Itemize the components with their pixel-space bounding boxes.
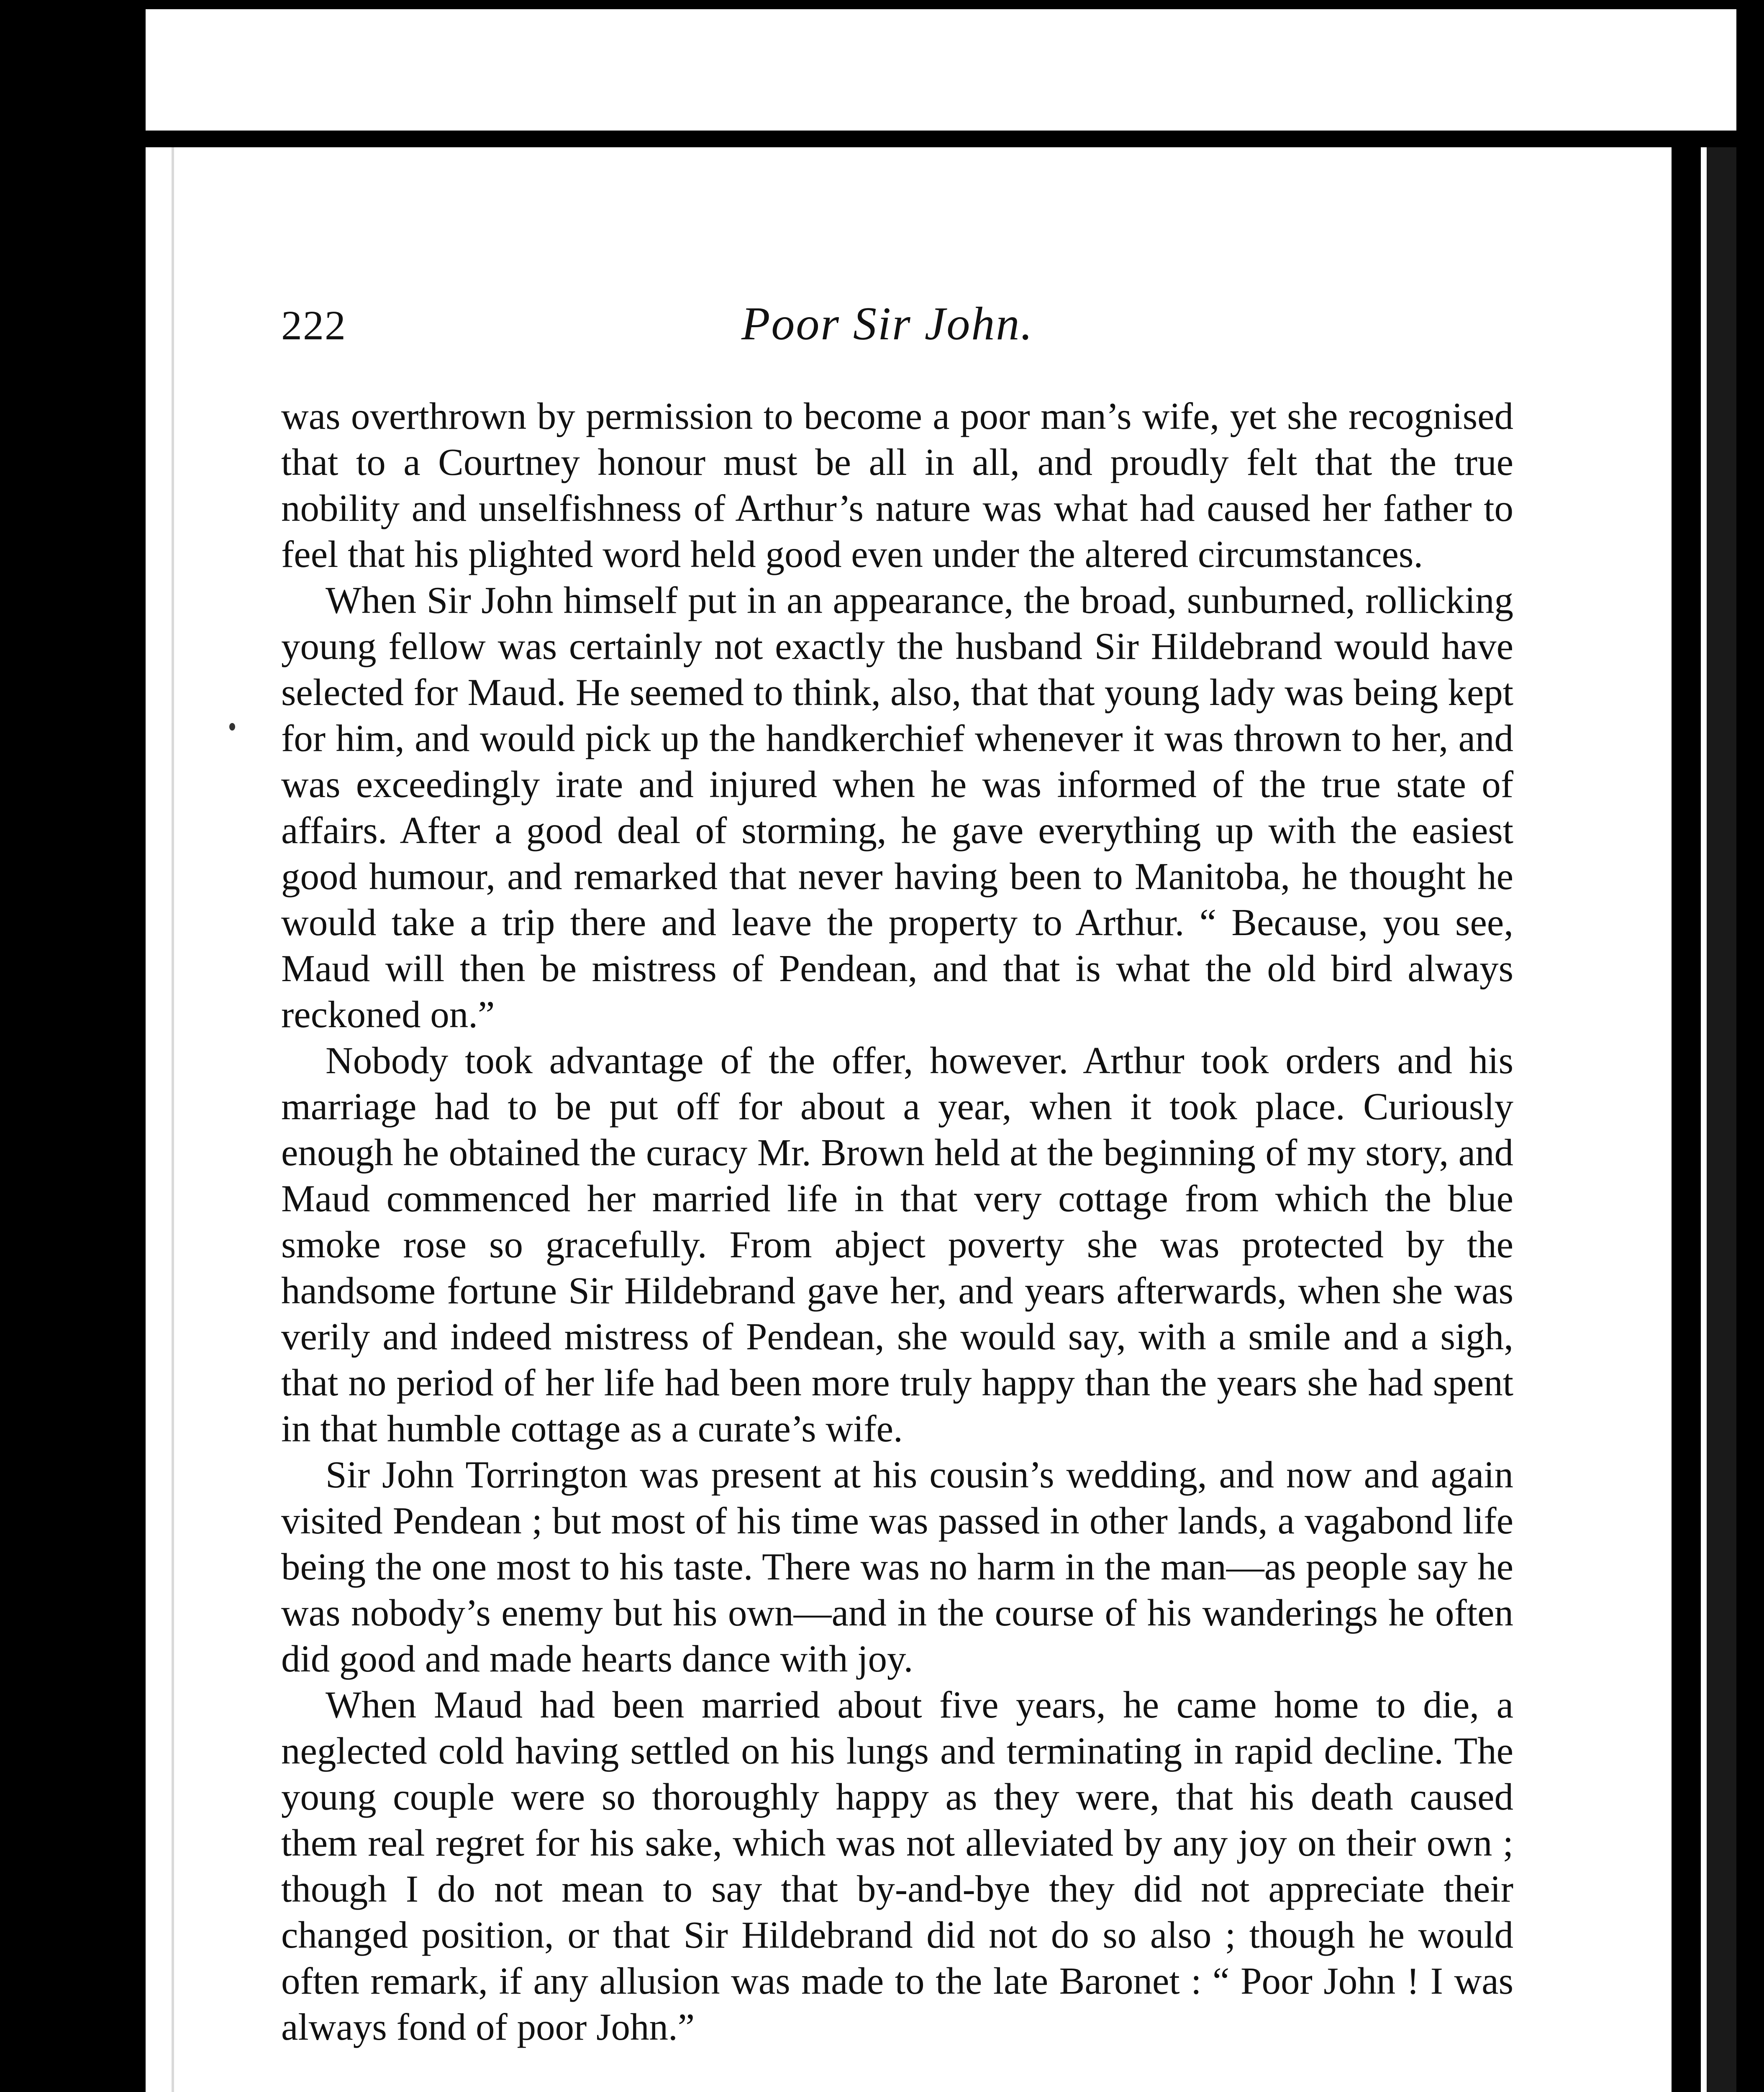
ink-speck bbox=[229, 723, 235, 731]
paragraph: Nobody took advantage of the offer, however. Arthur took orders and his marriage had to be put off for about a year, when it took place. Curiously enough he obtained the curacy Mr. Brown held at the beginning of my story, and Maud commenced her married life in that very cottage from which the blue smoke rose so gracefully. From abject poverty she was protected by the handsome fortune Sir Hildebrand gave her, and years afterwards, when she was verily and indeed mistress of Pendean, she would say, with a smile and a sigh, that no period of her life had been more truly happy than the years she had spent in that humble cottage as a curate’s wife. bbox=[281, 1039, 1513, 1450]
paragraph: was overthrown by permission to become a poor man’s wife, yet she recognised that to a Courtney honour must be all in all, and proudly felt that the true nobility and unselfishness of Arthur’s nature was what had caused her father to feel that his plighted word held good even under the altered circumstances. bbox=[281, 395, 1513, 575]
running-head bbox=[281, 293, 1513, 351]
paragraph: When Sir John himself put in an appearance, the broad, sunburned, rollicking young fellow was certainly not exactly the husband Sir Hildebrand would have selected for Maud. He seemed to think, also, that that young lady was being kept for him, and would pick up the handkerchief whenever it was thrown to her, and was exceedingly irate and injured when he was informed of the true state of affairs. After a good deal of storming, he gave everything up with the easiest good humour, and remarked that never having been to Manitoba, he thought he would take a trip there and leave the property to Arthur. “ Because, you see, Maud will then be mistress of Pendean, and that is what the old bird always reckoned on.” bbox=[281, 579, 1513, 1036]
page-gutter-shadow bbox=[172, 147, 174, 2092]
body-text bbox=[281, 393, 1513, 2050]
paragraph: When Maud had been married about five years, he came home to die, a neglected cold having settled on his lungs and terminating in rapid decline. The young couple were so thoroughly happy as they were, that his death caused them real regret for his sake, which was not alleviated by any joy on their own ; though I do not mean to say that by-and-bye they did not appreciate their changed position, or that Sir Hildebrand did not do so also ; though he would often remark, if any allusion was made to the late Baronet : “ Poor John ! I was always fond of poor John.” bbox=[281, 1684, 1513, 2048]
page-edge bbox=[1672, 147, 1736, 2092]
page-top-margin bbox=[0, 9, 1764, 131]
scan-border-top bbox=[0, 0, 1764, 9]
paragraph: Sir John Torrington was present at his cousin’s wedding, and now and again visited Pendean ; but most of his time was passed in other lands, a vagabond life being the one most to his taste. There was no harm in the man—as people say he was nobody’s enemy but his own—and in the course of his wanderings he often did good and made hearts dance with joy. bbox=[281, 1454, 1513, 1680]
running-title: Poor Sir John. bbox=[741, 298, 1034, 350]
scan-border-left bbox=[0, 0, 146, 2092]
scan-border-inner-top bbox=[146, 131, 1736, 147]
page-number: 222 bbox=[281, 302, 346, 349]
scan-border-right bbox=[1736, 0, 1764, 2092]
